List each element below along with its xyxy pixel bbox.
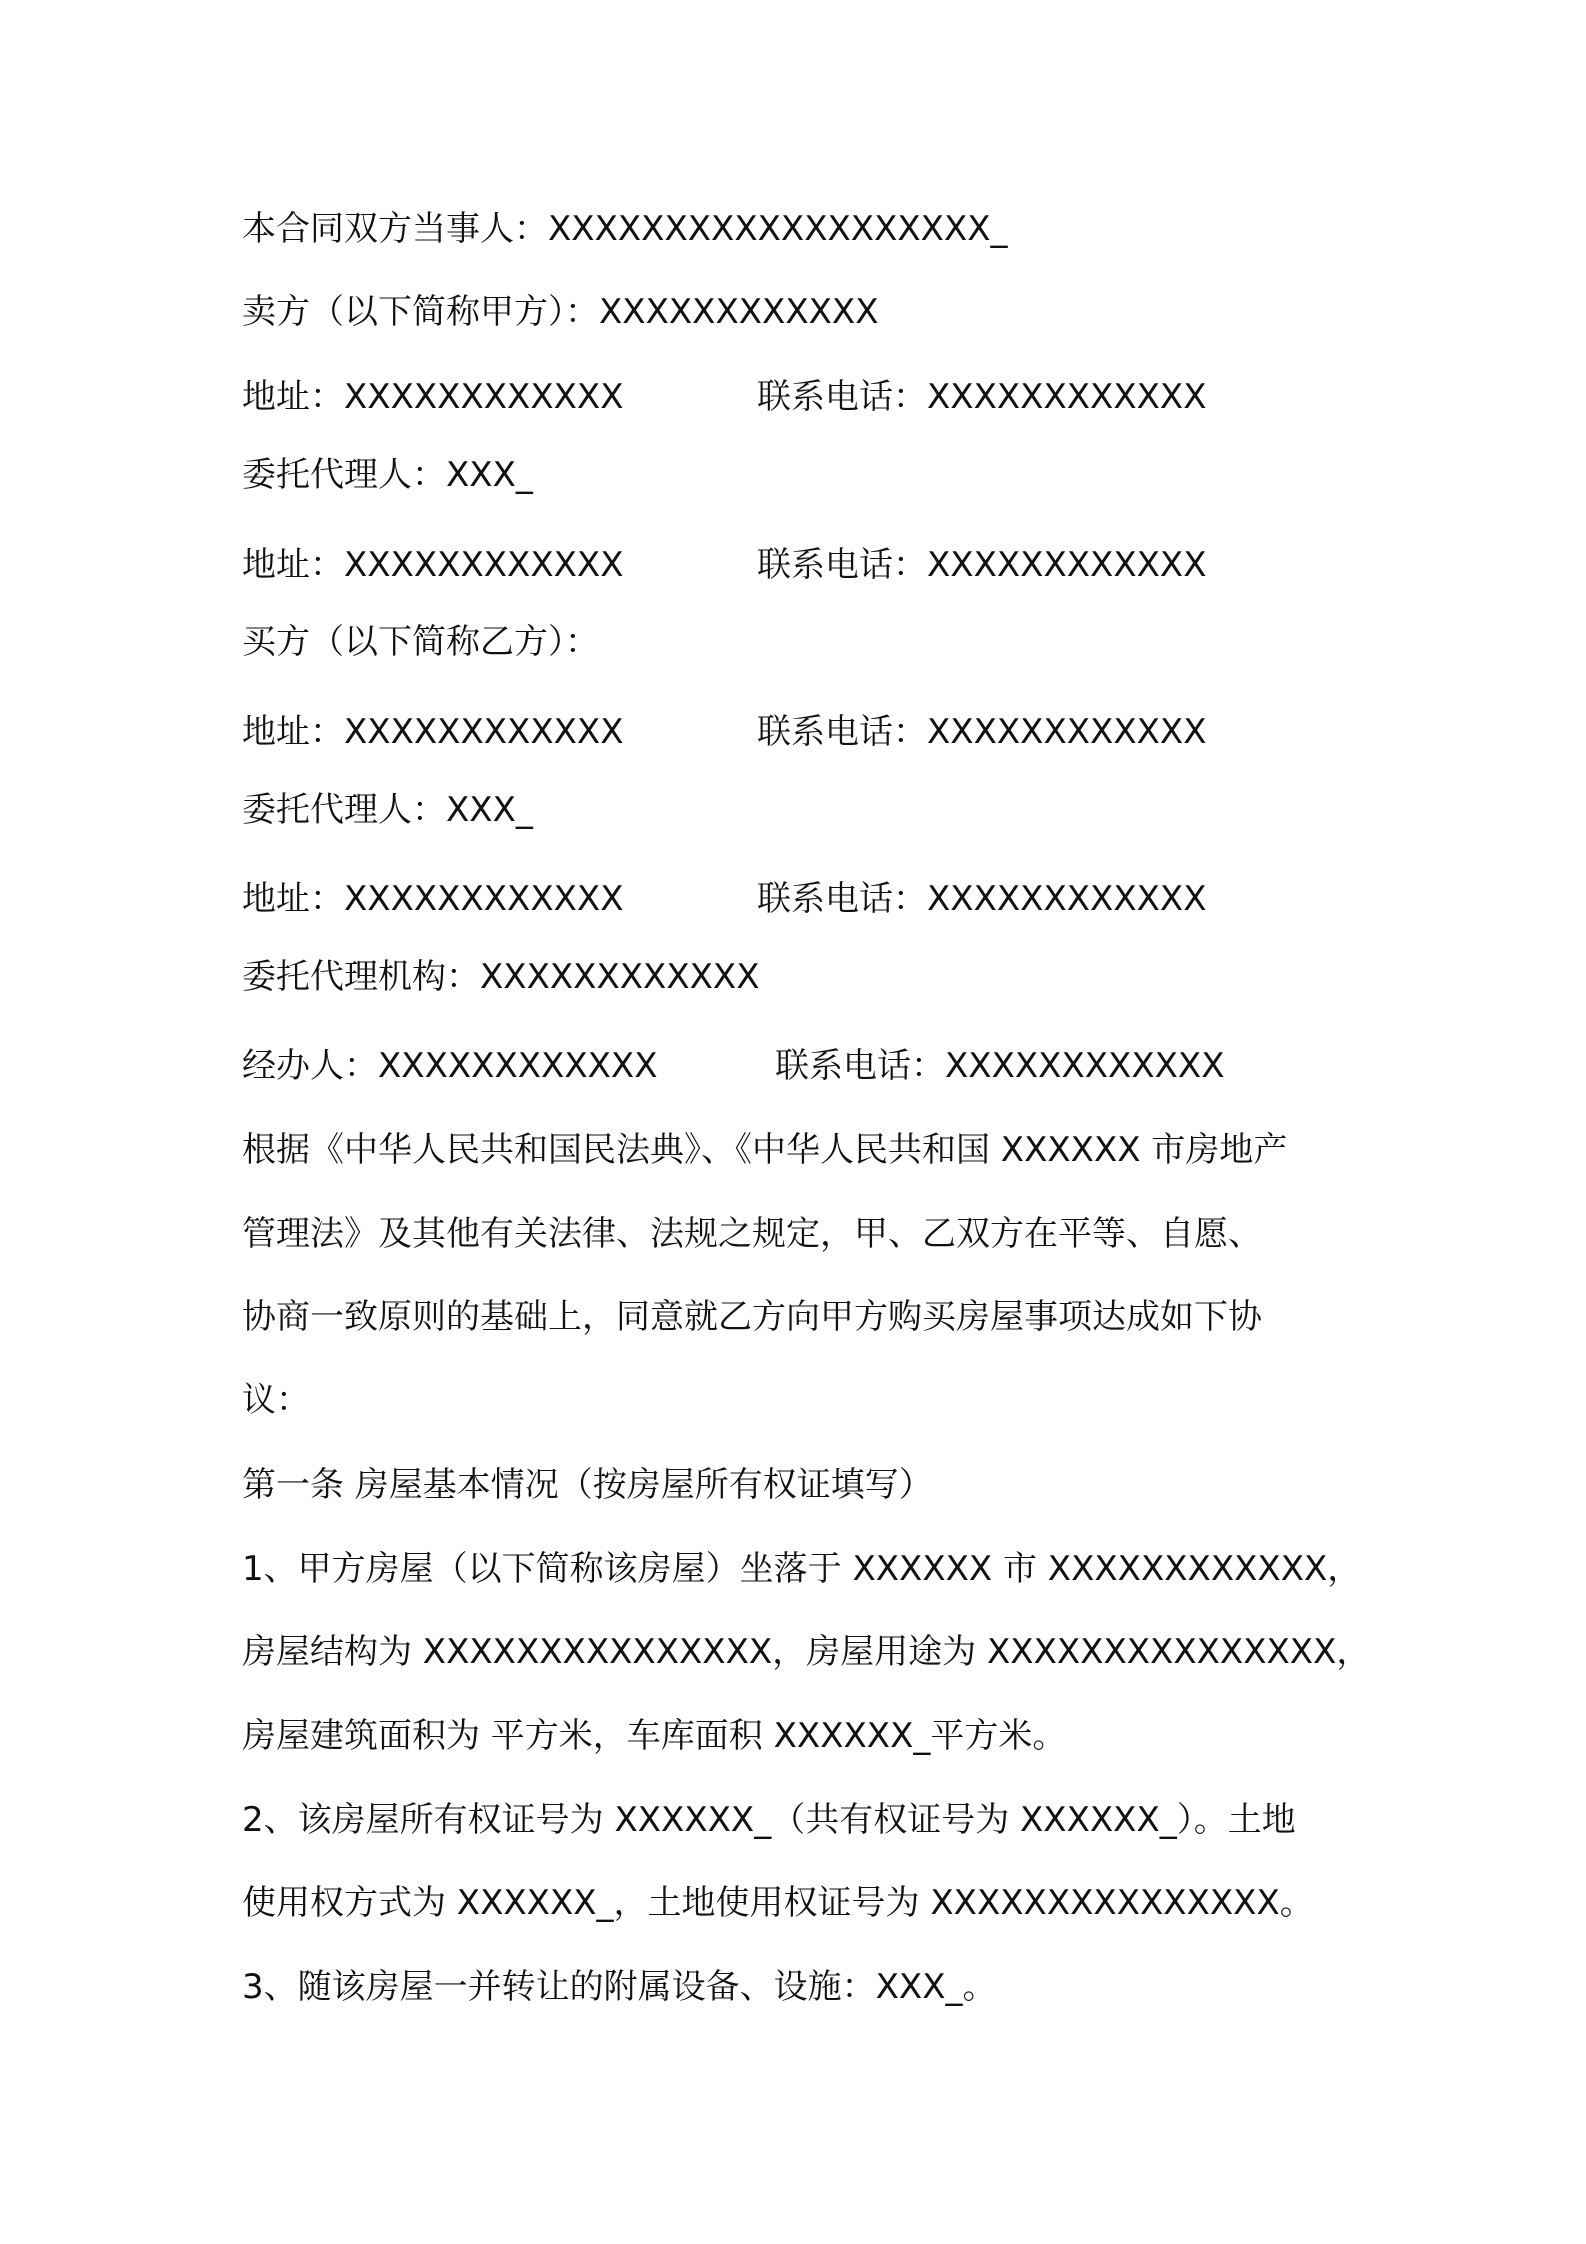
preamble-line-3: 协商一致原则的基础上，同意就乙方向甲方购买房屋事项达成如下协 — [242, 1297, 1262, 1337]
buyer-line: 买方（以下简称乙方）： — [242, 622, 599, 662]
clause-3: 3、随该房屋一并转让的附属设备、设施：XXX_。 — [242, 1967, 997, 2007]
preamble-line-2: 管理法》及其他有关法律、法规之规定，甲、乙双方在平等、自愿、 — [242, 1214, 1262, 1254]
preamble-line-4: 议： — [242, 1380, 310, 1420]
clause-2-line-2: 使用权方式为 XXXXXX_，土地使用权证号为 XXXXXXXXXXXXXXX。 — [242, 1883, 1314, 1923]
seller-phone: 联系电话：XXXXXXXXXXXX — [757, 377, 1207, 417]
handler: 经办人：XXXXXXXXXXXX — [242, 1046, 658, 1086]
seller-address: 地址：XXXXXXXXXXXX — [242, 377, 624, 417]
seller-line: 卖方（以下简称甲方）：XXXXXXXXXXXX — [242, 292, 879, 332]
seller-agent-contact-row — [242, 543, 1207, 587]
clause-1-line-1: 1、甲方房屋（以下简称该房屋）坐落于 XXXXXX 市 XXXXXXXXXXXX， — [242, 1549, 1362, 1589]
handler-row — [242, 1044, 1225, 1088]
buyer-agent-address: 地址：XXXXXXXXXXXX — [242, 879, 624, 919]
buyer-agent: 委托代理人：XXX_ — [242, 790, 533, 830]
buyer-phone: 联系电话：XXXXXXXXXXXX — [757, 712, 1207, 752]
seller-agent-address: 地址：XXXXXXXXXXXX — [242, 545, 624, 585]
clause-2-line-1: 2、该房屋所有权证号为 XXXXXX_（共有权证号为 XXXXXX_）。土地 — [242, 1800, 1296, 1840]
article-1-title: 第一条 房屋基本情况（按房屋所有权证填写） — [242, 1465, 933, 1505]
preamble-line-1: 根据《中华人民共和国民法典》、《中华人民共和国 XXXXXX 市房地产 — [242, 1130, 1288, 1170]
clause-1-line-3: 房屋建筑面积为 平方米，车库面积 XXXXXX_平方米。 — [242, 1716, 1067, 1756]
buyer-agent-contact-row — [242, 877, 1207, 921]
parties-intro: 本合同双方当事人：XXXXXXXXXXXXXXXXXXX_ — [242, 209, 1008, 249]
buyer-contact-row — [242, 710, 1207, 754]
buyer-agent-phone: 联系电话：XXXXXXXXXXXX — [757, 879, 1207, 919]
seller-agent: 委托代理人：XXX_ — [242, 455, 533, 495]
seller-contact-row — [242, 375, 1207, 419]
handler-phone: 联系电话：XXXXXXXXXXXX — [775, 1046, 1225, 1086]
agency-line: 委托代理机构：XXXXXXXXXXXX — [242, 957, 760, 997]
buyer-address: 地址：XXXXXXXXXXXX — [242, 712, 624, 752]
seller-agent-phone: 联系电话：XXXXXXXXXXXX — [757, 545, 1207, 585]
clause-1-line-2: 房屋结构为 XXXXXXXXXXXXXXX，房屋用途为 XXXXXXXXXXXXXXX， — [242, 1632, 1371, 1672]
